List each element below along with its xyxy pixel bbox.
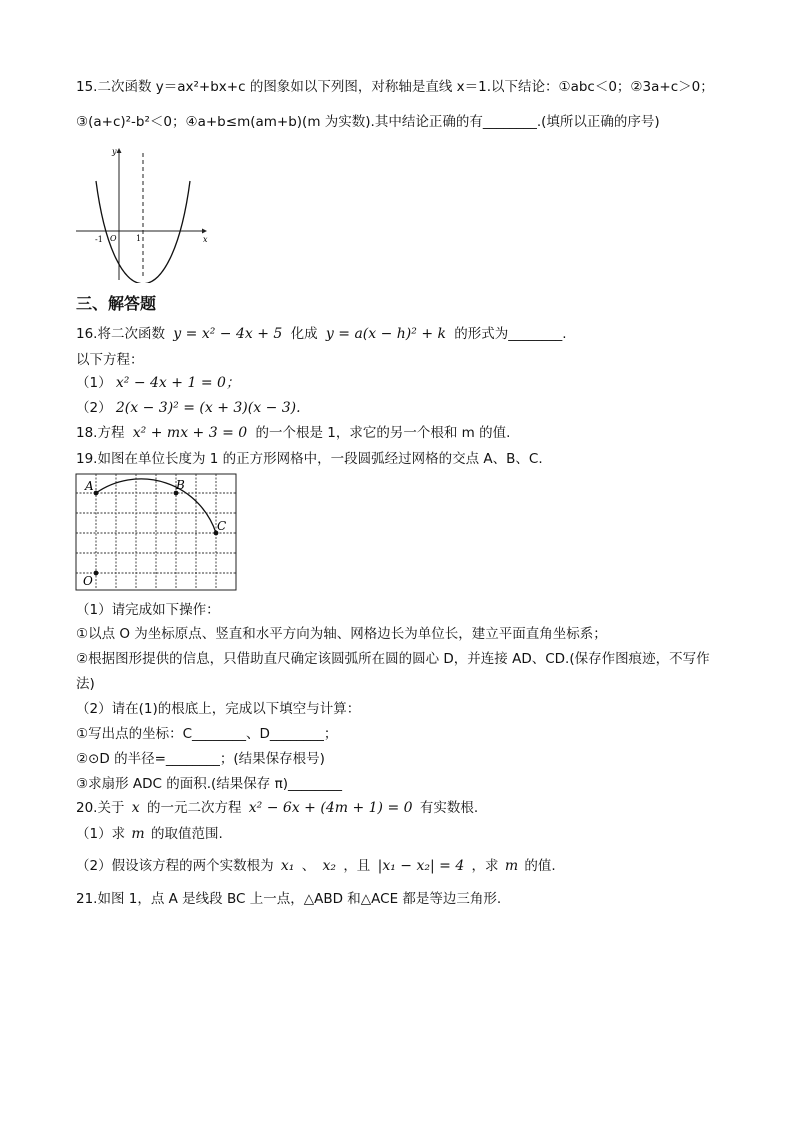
q17-item1 [76,374,240,392]
q16-formula-1: y = x² − 4x + 5 [173,326,283,342]
x-axis-arrow [202,229,207,234]
q20-suffix: 有实数根. [419,800,479,816]
q17-item2-number: （2） [76,400,112,416]
parabola-graph [70,143,215,283]
q20-part2-suffix: 的值. [524,858,556,874]
q15-line2: ③(a+c)²-b²＜0；④a+b≤m(am+b)(m 为实数).其中结论正确的有________.(填所以正确的序号) [76,114,660,130]
q16-suffix: 的形式为________. [454,326,567,342]
q19-fill1: ①写出点的坐标：C________、D________； [76,726,338,742]
q20-prefix: 20.关于 [76,800,125,816]
q20-middle: 的一元二次方程 [146,800,242,816]
q16-prefix: 16.将二次函数 [76,326,165,342]
tick-1: 1 [136,234,142,243]
q19-part2: （2）请在(1)的根底上，完成以下填空与计算： [76,701,361,717]
grid-figure [72,470,242,596]
q20-part2 [76,857,556,875]
q17-item1-formula: x² − 4x + 1 = 0； [115,375,240,391]
q19-text: 19.如图在单位长度为 1 的正方形网格中，一段圆弧经过网格的交点 A、B、C. [76,451,543,467]
y-axis-arrow [117,148,122,153]
q15-line1: 15.二次函数 y＝ax²+bx+c 的图象如以下列图，对称轴是直线 x＝1.以下结论：①abc＜0；②3a+c＞0； [76,79,714,95]
section-heading: 三、解答题 [76,294,157,313]
q16-middle: 化成 [290,326,318,342]
label-o: O [83,574,93,588]
q19-step1: ①以点 O 为坐标原点、竖直和水平方向为轴、网格边长为单位长，建立平面直角坐标系； [76,626,607,642]
q20-part2-mid2: ，求 [471,858,499,874]
q17-item2-formula: 2(x − 3)² = (x + 3)(x − 3). [115,400,301,416]
q20-part1-var: m [131,826,145,842]
y-axis-label: y [112,147,117,156]
x-axis-label: x [203,235,208,244]
q20-part2-sep: 、 [301,858,316,874]
q20-part2-var: m [504,858,519,874]
label-c: C [217,519,227,533]
label-b: B [176,478,185,492]
q20-part1 [76,825,223,843]
q20-part1-prefix: （1）求 [76,826,126,842]
q20-var-x: x [131,800,140,816]
q20-part2-x1: x₁ [280,858,295,874]
origin-label: O [110,234,117,243]
q18-line [76,424,510,442]
q17-intro: 以下方程： [76,352,144,368]
q20-part2-prefix: （2）假设该方程的两个实数根为 [76,858,274,874]
q18-prefix: 18.方程 [76,425,125,441]
point-a [94,491,99,496]
q17-item1-number: （1） [76,375,112,391]
q20-formula: x² − 6x + (4m + 1) = 0 [248,800,413,816]
q16-line [76,325,567,343]
q19-step2-line2: 法) [76,676,95,692]
q19-step2-line1: ②根据图形提供的信息，只借助直尺确定该圆弧所在圆的圆心 D，并连接 AD、CD.(保存作图痕迹，不写作 [76,651,710,667]
q18-formula: x² + mx + 3 = 0 [132,425,248,441]
tick-neg1: -1 [95,235,103,244]
q18-suffix: 的一个根是 1，求它的另一个根和 m 的值. [255,425,511,441]
q20-part2-x2: x₂ [322,858,337,874]
q16-formula-2: y = a(x − h)² + k [325,326,446,342]
grid-lines [76,474,236,590]
q20-part1-suffix: 的取值范围. [150,826,223,842]
q19-part1: （1）请完成如下操作： [76,602,220,618]
q17-item2 [76,399,301,417]
point-o [94,571,99,576]
q19-fill2: ②⊙D 的半径=________；(结果保存根号) [76,751,325,767]
q20-part2-mid: ，且 [343,858,371,874]
q21-text: 21.如图 1，点 A 是线段 BC 上一点，△ABD 和△ACE 都是等边三角形. [76,891,502,907]
q20-part2-formula: |x₁ − x₂| = 4 [377,858,465,874]
q19-fill3: ③求扇形 ADC 的面积.(结果保存 π)________ [76,776,342,792]
label-a: A [85,479,94,493]
q20-line [76,799,478,817]
